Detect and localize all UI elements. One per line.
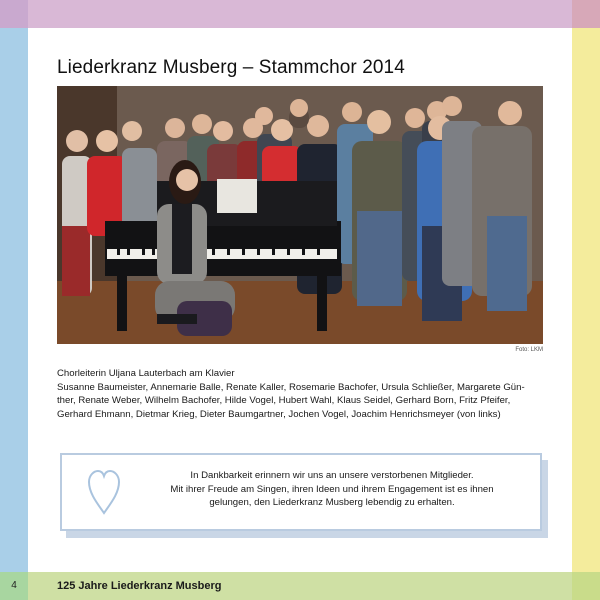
frame-left-band xyxy=(0,28,28,572)
memorial-line-3: gelungen, den Liederkranz Musberg lebendig zu erhalten. xyxy=(209,497,455,508)
memorial-box xyxy=(60,453,542,531)
photo-caption xyxy=(57,367,543,421)
page-title: Liederkranz Musberg – Stammchor 2014 xyxy=(57,57,405,78)
heart-icon xyxy=(87,469,121,520)
photo-credit: Foto: LKM xyxy=(515,347,543,353)
footer-title: 125 Jahre Liederkranz Musberg xyxy=(57,580,222,592)
caption-names-line-1: Susanne Baumeister, Annemarie Balle, Renate Kaller, Rosemarie Bachofer, Ursula Schließer, Margarete Gün- xyxy=(57,381,525,393)
frame-top-band xyxy=(28,0,572,28)
frame-corner-top-left xyxy=(0,0,28,28)
caption-names-line-3: Gerhard Ehmann, Dietmar Krieg, Dieter Baumgartner, Jochen Vogel, Joachim Henrichsmeyer (von links) xyxy=(57,408,501,420)
memorial-line-2: Mit ihrer Freude am Singen, ihren Ideen und ihrem Engagement ist es ihnen xyxy=(170,483,494,495)
caption-names-line-2: ther, Renate Weber, Wilhelm Bachofer, Hilde Vogel, Hubert Wahl, Klaus Seidel, Gerhard Born, Fritz Pfeifer, xyxy=(57,395,511,406)
memorial-text xyxy=(142,469,522,510)
page-number: 4 xyxy=(11,580,17,591)
frame-right-band xyxy=(572,28,600,572)
frame-corner-bottom-right xyxy=(572,572,600,600)
caption-director-line: Chorleiterin Uljana Lauterbach am Klavier xyxy=(57,368,235,379)
frame-corner-top-right xyxy=(572,0,600,28)
choir-group-photo xyxy=(57,86,543,344)
memorial-line-1: In Dankbarkeit erinnern wir uns an unsere verstorbenen Mitglieder. xyxy=(190,470,474,481)
